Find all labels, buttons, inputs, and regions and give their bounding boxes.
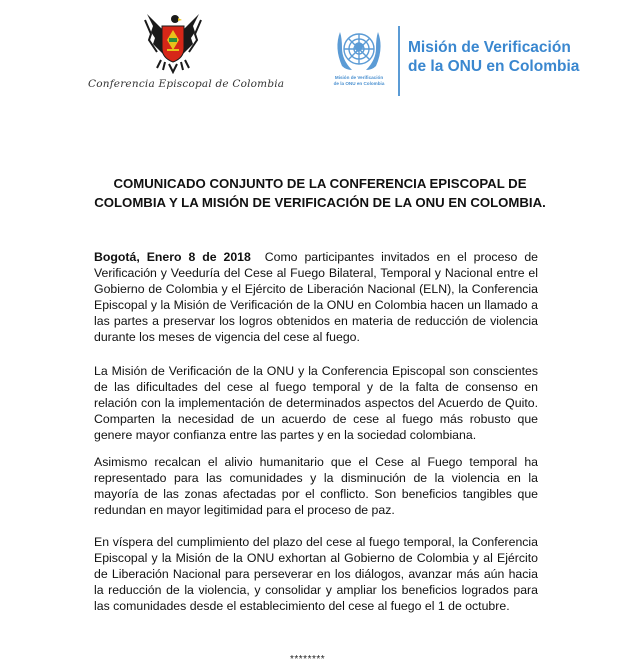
un-title-line-2: de la ONU en Colombia [408,58,580,75]
un-emblem-icon [328,24,390,76]
un-emblem-caption [328,75,390,86]
un-caption-line-2: de la ONU en Colombia [333,80,385,86]
paragraph-1-text: Como participantes invitados en el proceso de Verificación y Veeduría del Cese al Fuego Bilateral, Temporal y Nacional entre el Gobierno de Colombia y el Ejército de Liberación Nacional (ELN), la Conferencia Episcopal y la Misión de Verificación de la ONU en Colombia hacen un llamado a las partes a preservar los logros obtenidos en materia de reducción de violencia durante los meses de vigencia del cese al fuego. [94,250,538,344]
un-verification-mission-logo [328,24,580,102]
document-title [60,174,580,212]
un-caption-line-1: Misión de Verificación [334,75,384,80]
episcopal-eagle-crest-icon [143,10,203,74]
paragraph-2: La Misión de Verificación de la ONU y la Conferencia Episcopal son conscientes de las dificultades del cese al fuego temporal y de la falta de consenso en relación con la implementación de determinados aspectos del Acuerdo de Quito. Comparten la necesidad de un acuerdo de cese al fuego más robusto que genere mayor confianza entre las partes y en la sociedad colombiana. [94,364,538,442]
title-line-1: COMUNICADO CONJUNTO DE LA CONFERENCIA EPISCOPAL DE [113,176,527,191]
paragraph-4: En víspera del cumplimiento del plazo del cese al fuego temporal, la Conferencia Episcopal y la Misión de la ONU exhortan al Gobierno de Colombia y al Ejército de Liberación Nacional para perseverar en los diálogos, avanzar más aún hacia la reducción de la violencia, y consolidar y ampliar los beneficios logrados para las comunidades desde el establecimiento del cese al fuego el 1 de octubre. [94,535,538,613]
title-line-2: COLOMBIA Y LA MISIÓN DE VERIFICACIÓN DE LA ONU EN COLOMBIA. [94,195,546,210]
un-mission-title [408,38,579,76]
end-separator: ******** [290,654,326,665]
un-title-line-1: Misión de Verificación [408,39,571,56]
paragraph-3: Asimismo recalcan el alivio humanitario que el Cese al Fuego temporal ha representado para las comunidades y la disminución de la violencia en la mayoría de las zonas afectadas por el conflicto. Son beneficios tangibles que redundan en mayor legitimidad para el proceso de paz. [94,455,538,517]
dateline: Bogotá, Enero 8 de 2018 [94,250,251,264]
episcopal-conference-name: Conferencia Episcopal de Colombia [88,78,285,90]
logo-divider [398,26,400,96]
episcopal-conference-logo [88,10,285,95]
paragraph-1 [94,250,538,345]
